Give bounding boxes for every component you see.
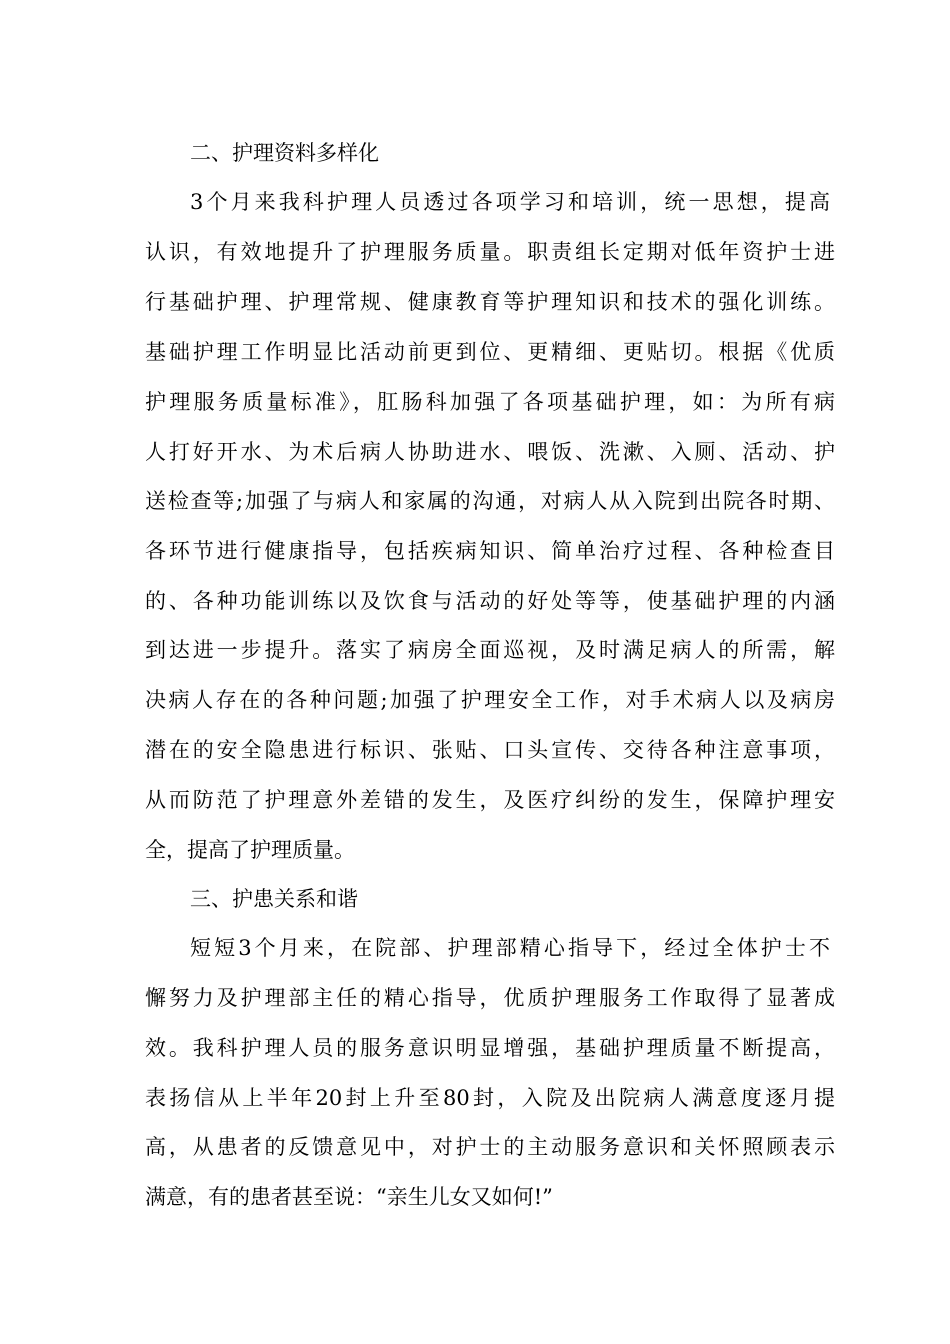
paragraph-line: 行基础护理、护理常规、健康教育等护理知识和技术的强化训练。	[145, 290, 835, 314]
paragraph-line: 认识，有效地提升了护理服务质量。职责组长定期对低年资护士进	[145, 240, 835, 264]
paragraph-line: 短短3个月来，在院部、护理部精心指导下，经过全体护士不	[190, 936, 830, 960]
paragraph-line: 决病人存在的各种问题;加强了护理安全工作，对手术病人以及病房	[145, 688, 835, 712]
section-heading-2: 二、护理资料多样化	[190, 141, 379, 165]
paragraph-line: 满意，有的患者甚至说：“亲生儿女又如何!”	[145, 1185, 553, 1209]
paragraph-line: 潜在的安全隐患进行标识、张贴、口头宣传、交待各种注意事项，	[145, 738, 835, 762]
paragraph-line: 3个月来我科护理人员透过各项学习和培训，统一思想，提高	[190, 190, 830, 214]
paragraph-line: 到达进一步提升。落实了病房全面巡视，及时满足病人的所需，解	[145, 638, 835, 662]
paragraph-line: 从而防范了护理意外差错的发生，及医疗纠纷的发生，保障护理安	[145, 788, 835, 812]
paragraph-line: 基础护理工作明显比活动前更到位、更精细、更贴切。根据《优质	[145, 340, 835, 364]
paragraph-line: 全，提高了护理质量。	[145, 838, 355, 862]
paragraph-line: 高，从患者的反馈意见中，对护士的主动服务意识和关怀照顾表示	[145, 1135, 835, 1159]
section-heading-3: 三、护患关系和谐	[190, 887, 358, 911]
paragraph-line: 效。我科护理人员的服务意识明显增强，基础护理质量不断提高，	[145, 1036, 835, 1060]
paragraph-line: 的、各种功能训练以及饮食与活动的好处等等，使基础护理的内涵	[145, 589, 835, 613]
paragraph-line: 送检查等;加强了与病人和家属的沟通，对病人从入院到出院各时期、	[145, 489, 835, 513]
paragraph-line: 表扬信从上半年20封上升至80封，入院及出院病人满意度逐月提	[145, 1086, 835, 1110]
paragraph-line: 护理服务质量标准》，肛肠科加强了各项基础护理，如：为所有病	[145, 390, 835, 414]
paragraph-line: 人打好开水、为术后病人协助进水、喂饭、洗漱、入厕、活动、护	[145, 440, 835, 464]
paragraph-line: 懈努力及护理部主任的精心指导，优质护理服务工作取得了显著成	[145, 986, 835, 1010]
paragraph-line: 各环节进行健康指导，包括疾病知识、简单治疗过程、各种检查目	[145, 539, 835, 563]
